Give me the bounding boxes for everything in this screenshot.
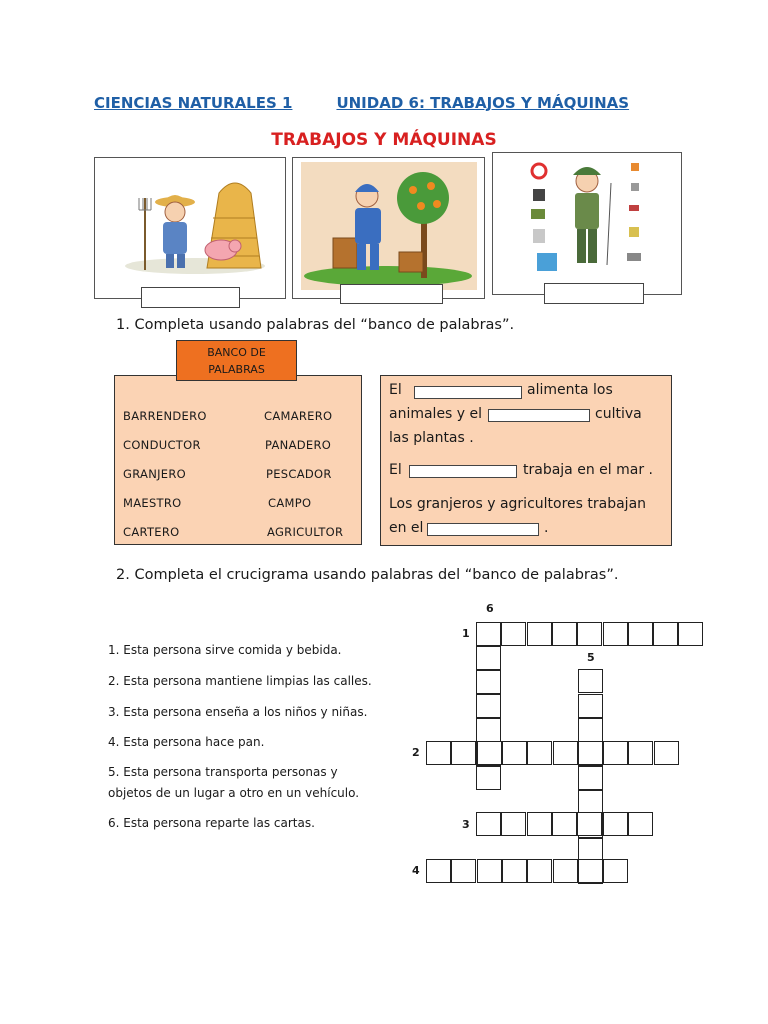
- farmer-picking-oranges-icon: [293, 158, 484, 298]
- crossword-cell[interactable]: [553, 859, 578, 883]
- crossword-cell[interactable]: [501, 622, 526, 646]
- crossword-cell[interactable]: [527, 812, 552, 836]
- crossword-cell[interactable]: [501, 812, 526, 836]
- crossword-cell[interactable]: [426, 741, 451, 765]
- sentence-text: las plantas .: [389, 430, 474, 446]
- bank-word: CARTERO: [123, 525, 180, 539]
- crossword-cell[interactable]: [578, 718, 603, 742]
- picture-1-answer-box[interactable]: [141, 287, 240, 308]
- crossword-cell[interactable]: [654, 741, 679, 765]
- crossword-cell[interactable]: [476, 766, 501, 790]
- crossword-cell[interactable]: [426, 859, 451, 883]
- unit-title: UNIDAD 6: TRABAJOS Y MÁQUINAS: [336, 94, 630, 112]
- crossword-number-3: 3: [462, 818, 470, 831]
- crossword-cell[interactable]: [678, 622, 703, 646]
- word-bank-title: BANCO DE PALABRAS: [176, 340, 297, 381]
- bank-word: AGRICULTOR: [267, 525, 344, 539]
- clue-3: 3. Esta persona enseña a los niños y niñas.: [108, 705, 368, 719]
- crossword-cell[interactable]: [578, 859, 603, 883]
- crossword-cell[interactable]: [527, 622, 552, 646]
- exercise-1-instruction: 1. Completa usando palabras del “banco de palabras”.: [116, 317, 515, 333]
- crossword-cell[interactable]: [477, 859, 502, 883]
- crossword-cell[interactable]: [628, 622, 653, 646]
- crossword-cell[interactable]: [476, 718, 501, 742]
- crossword-cell[interactable]: [578, 741, 603, 765]
- bank-word: PESCADOR: [266, 467, 332, 481]
- crossword-cell[interactable]: [603, 812, 628, 836]
- crossword-cell[interactable]: [477, 741, 502, 765]
- crossword-cell[interactable]: [476, 812, 501, 836]
- sentence-text: .: [544, 520, 549, 536]
- crossword-cell[interactable]: [628, 741, 653, 765]
- crossword-cell[interactable]: [628, 812, 653, 836]
- crossword-cell[interactable]: [476, 622, 501, 646]
- sentence-text: animales y el: [389, 406, 483, 422]
- crossword-cell[interactable]: [603, 859, 628, 883]
- crossword-cell[interactable]: [577, 622, 602, 646]
- sentence-text: El: [389, 382, 402, 398]
- clue-2: 2. Esta persona mantiene limpias las calles.: [108, 674, 372, 688]
- clue-5-continued: objetos de un lugar a otro en un vehículo.: [108, 786, 360, 800]
- crossword-number-1: 1: [462, 627, 470, 640]
- crossword-cell[interactable]: [578, 766, 603, 790]
- crossword-number-6: 6: [486, 602, 494, 615]
- page-header: [94, 94, 629, 112]
- bank-word: CAMARERO: [264, 409, 333, 423]
- crossword-cell[interactable]: [552, 812, 577, 836]
- crossword-number-4: 4: [412, 864, 420, 877]
- bank-word: CONDUCTOR: [123, 438, 201, 452]
- sentence-text: alimenta los: [527, 382, 613, 398]
- crossword-cell[interactable]: [451, 859, 476, 883]
- blank-3[interactable]: [409, 465, 517, 478]
- bank-word: CAMPO: [268, 496, 312, 510]
- crossword-cell[interactable]: [552, 622, 577, 646]
- sentence-text: Los granjeros y agricultores trabajan: [389, 496, 647, 512]
- crossword-cell[interactable]: [502, 859, 527, 883]
- crossword-cell[interactable]: [603, 741, 628, 765]
- blank-2[interactable]: [488, 409, 590, 422]
- bank-word: MAESTRO: [123, 496, 182, 510]
- crossword-cell[interactable]: [653, 622, 678, 646]
- crossword-cell[interactable]: [553, 741, 578, 765]
- sentence-text: El: [389, 462, 402, 478]
- clue-5: 5. Esta persona transporta personas y: [108, 765, 338, 779]
- crossword-cell[interactable]: [603, 622, 628, 646]
- crossword-cell[interactable]: [476, 670, 501, 694]
- crossword-cell[interactable]: [577, 812, 602, 836]
- picture-orange-farmer: [292, 157, 485, 299]
- crossword-cell[interactable]: [476, 694, 501, 718]
- crossword-number-5: 5: [587, 651, 595, 664]
- crossword-cell[interactable]: [578, 669, 603, 693]
- crossword-cell[interactable]: [527, 859, 552, 883]
- picture-3-answer-box[interactable]: [544, 283, 644, 304]
- bank-word: PANADERO: [265, 438, 332, 452]
- bank-word: BARRENDERO: [123, 409, 207, 423]
- sentence-text: trabaja en el mar .: [523, 462, 653, 478]
- picture-2-answer-box[interactable]: [340, 284, 443, 304]
- crossword-cell[interactable]: [476, 646, 501, 670]
- sentence-text: en el: [389, 520, 424, 536]
- fill-in-panel: [380, 375, 672, 546]
- clue-4: 4. Esta persona hace pan.: [108, 735, 265, 749]
- crossword-cell[interactable]: [502, 741, 527, 765]
- bank-word: GRANJERO: [123, 467, 187, 481]
- crossword-cell[interactable]: [578, 694, 603, 718]
- crossword-cell[interactable]: [527, 741, 552, 765]
- sentence-text: cultiva: [595, 406, 642, 422]
- exercise-2-instruction: 2. Completa el crucigrama usando palabras del “banco de palabras”.: [116, 567, 619, 583]
- crossword-cell[interactable]: [578, 790, 603, 814]
- fisherman-with-gear-icon: [493, 153, 681, 294]
- page-title: TRABAJOS Y MÁQUINAS: [271, 130, 497, 150]
- crossword-number-2: 2: [412, 746, 420, 759]
- word-bank: [114, 375, 362, 545]
- crossword-cell[interactable]: [451, 741, 476, 765]
- clue-1: 1. Esta persona sirve comida y bebida.: [108, 643, 342, 657]
- picture-farmer: [94, 157, 286, 299]
- clue-6: 6. Esta persona reparte las cartas.: [108, 816, 315, 830]
- blank-4[interactable]: [427, 523, 539, 536]
- blank-1[interactable]: [414, 386, 522, 399]
- farmer-with-pitchfork-and-pig-icon: [95, 158, 285, 298]
- picture-fisherman: [492, 152, 682, 295]
- subject-title: CIENCIAS NATURALES 1: [94, 94, 293, 112]
